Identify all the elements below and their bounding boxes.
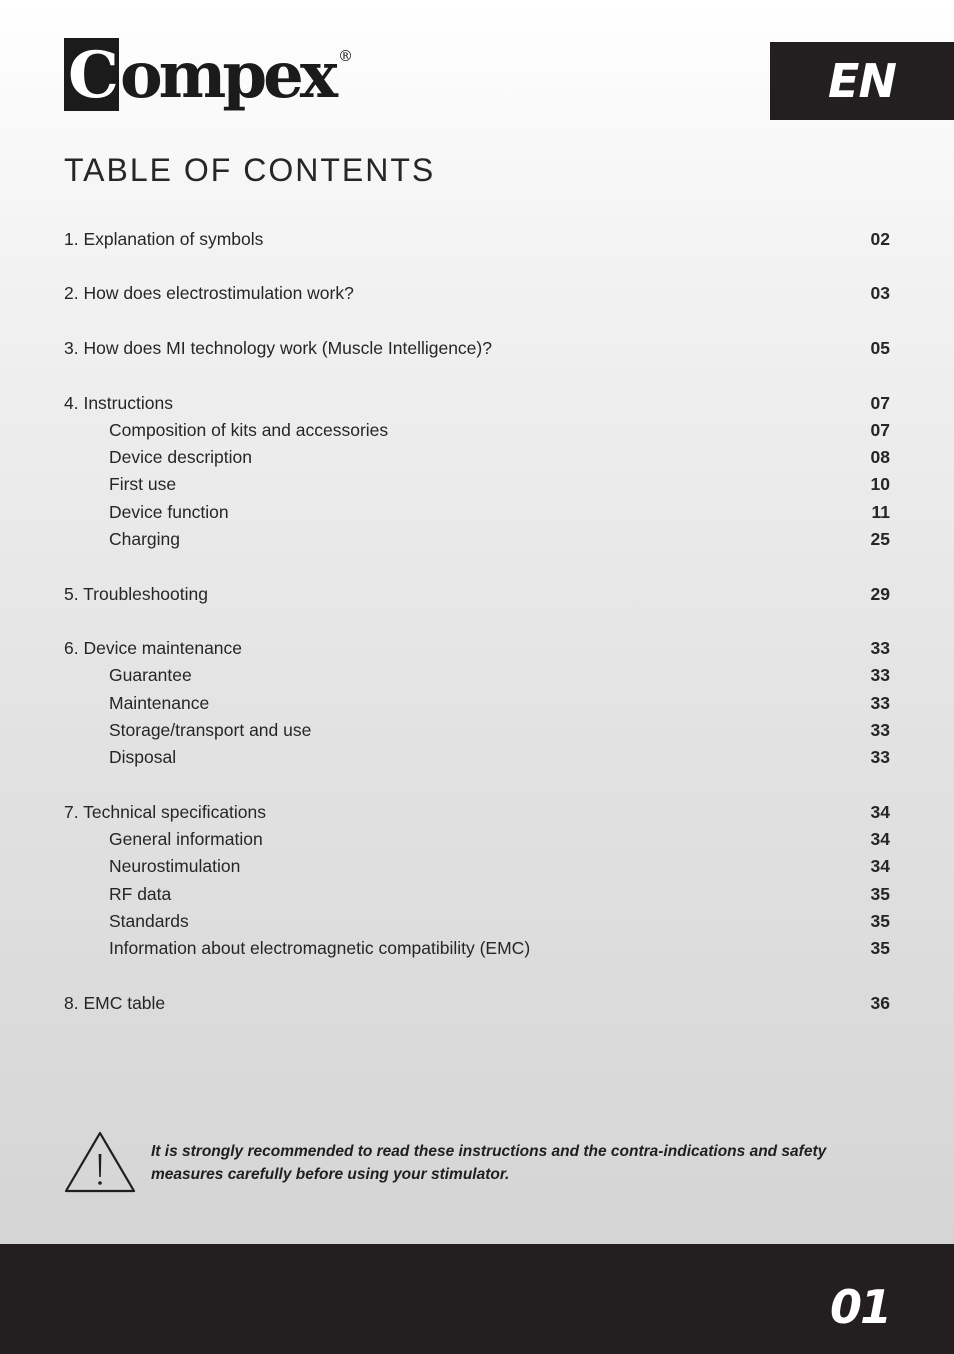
toc-entry-label: Standards	[109, 910, 189, 931]
toc-subentry[interactable]	[64, 909, 890, 933]
toc-entry-label: Composition of kits and accessories	[109, 419, 389, 440]
toc-entry-page: 34	[870, 828, 890, 849]
toc-entry-label: 7. Technical specifications	[64, 801, 267, 822]
toc-entry[interactable]	[64, 636, 890, 660]
warning-triangle-icon	[64, 1130, 136, 1194]
toc-entry-label: Neurostimulation	[109, 855, 241, 876]
toc-entry-label: Guarantee	[109, 664, 192, 685]
toc-entry-label: 8. EMC table	[64, 992, 166, 1013]
toc-subentry[interactable]	[64, 827, 890, 851]
registered-mark: ®	[337, 47, 353, 65]
toc-subentry[interactable]	[64, 663, 890, 687]
toc-entry[interactable]	[64, 582, 890, 606]
toc-entry[interactable]	[64, 281, 890, 305]
language-badge: EN	[770, 42, 954, 120]
toc-entry-page: 07	[870, 419, 890, 440]
toc-entry-label: Information about electromagnetic compatibility (EMC)	[109, 937, 531, 958]
toc-entry[interactable]	[64, 991, 890, 1015]
toc-subentry[interactable]	[64, 418, 890, 442]
toc-entry-page: 08	[870, 446, 890, 467]
toc-entry-label: First use	[109, 473, 177, 494]
toc-entry-label: 3. How does MI technology work (Muscle Intelligence)?	[64, 337, 492, 358]
toc-entry-page: 35	[870, 937, 890, 958]
toc-entry-label: Device description	[109, 446, 252, 467]
toc-entry-label: 2. How does electrostimulation work?	[64, 282, 354, 303]
toc-entry-page: 10	[870, 473, 890, 494]
toc-entry-page: 11	[871, 501, 890, 522]
toc-entry-label: Disposal	[109, 746, 177, 767]
toc-entry[interactable]	[64, 800, 890, 824]
toc-entry-label: RF data	[109, 883, 172, 904]
toc-entry[interactable]	[64, 227, 890, 251]
logo-initial: C	[64, 38, 119, 111]
toc-subentry[interactable]	[64, 745, 890, 769]
safety-warning-text: It is strongly recommended to read these instructions and the contra-indications and safety measures carefully before using your stimulator.	[151, 1143, 827, 1183]
page-number: 01	[829, 1280, 890, 1334]
toc-entry-page: 33	[870, 719, 890, 740]
toc-entry-page: 05	[870, 337, 890, 358]
toc-entry-page: 03	[870, 282, 890, 303]
toc-entry-page: 25	[870, 528, 890, 549]
page-footer	[0, 1244, 954, 1354]
toc-entry[interactable]	[64, 391, 890, 415]
toc-subentry[interactable]	[64, 936, 890, 960]
logo-text: ompex	[119, 38, 334, 113]
toc-entry-page: 07	[870, 392, 890, 413]
page-title: TABLE OF CONTENTS	[64, 152, 436, 188]
toc-entry-label: General information	[109, 828, 263, 849]
toc-entry-page: 33	[870, 637, 890, 658]
toc-entry-label: 6. Device maintenance	[64, 637, 243, 658]
toc-entry-label: 5. Troubleshooting	[64, 583, 208, 604]
toc-entry-page: 34	[870, 801, 890, 822]
toc-entry-page: 33	[870, 664, 890, 685]
toc-entry-page: 36	[870, 992, 890, 1013]
toc-entry-label: 4. Instructions	[64, 392, 173, 413]
toc-entry-label: Storage/transport and use	[109, 719, 312, 740]
toc-subentry[interactable]	[64, 882, 890, 906]
toc-entry-page: 33	[870, 692, 890, 713]
toc-subentry[interactable]	[64, 691, 890, 715]
toc-entry-page: 34	[870, 855, 890, 876]
toc-entry-page: 35	[870, 910, 890, 931]
toc-subentry[interactable]	[64, 445, 890, 469]
toc-entry-page: 33	[870, 746, 890, 767]
toc-subentry[interactable]	[64, 854, 890, 878]
toc-entry[interactable]	[64, 336, 890, 360]
toc-subentry[interactable]	[64, 718, 890, 742]
toc-entry-label: Maintenance	[109, 692, 210, 713]
toc-entry-label: Charging	[109, 528, 181, 549]
toc-entry-label: Device function	[109, 501, 229, 522]
toc-entry-page: 29	[870, 583, 890, 604]
compex-logo	[64, 38, 353, 111]
toc-subentry[interactable]	[64, 472, 890, 496]
toc-entry-label: 1. Explanation of symbols	[64, 228, 264, 249]
toc-subentry[interactable]	[64, 500, 890, 524]
toc-entry-page: 35	[870, 883, 890, 904]
toc-subentry[interactable]	[64, 527, 890, 551]
toc-entry-page: 02	[870, 228, 890, 249]
